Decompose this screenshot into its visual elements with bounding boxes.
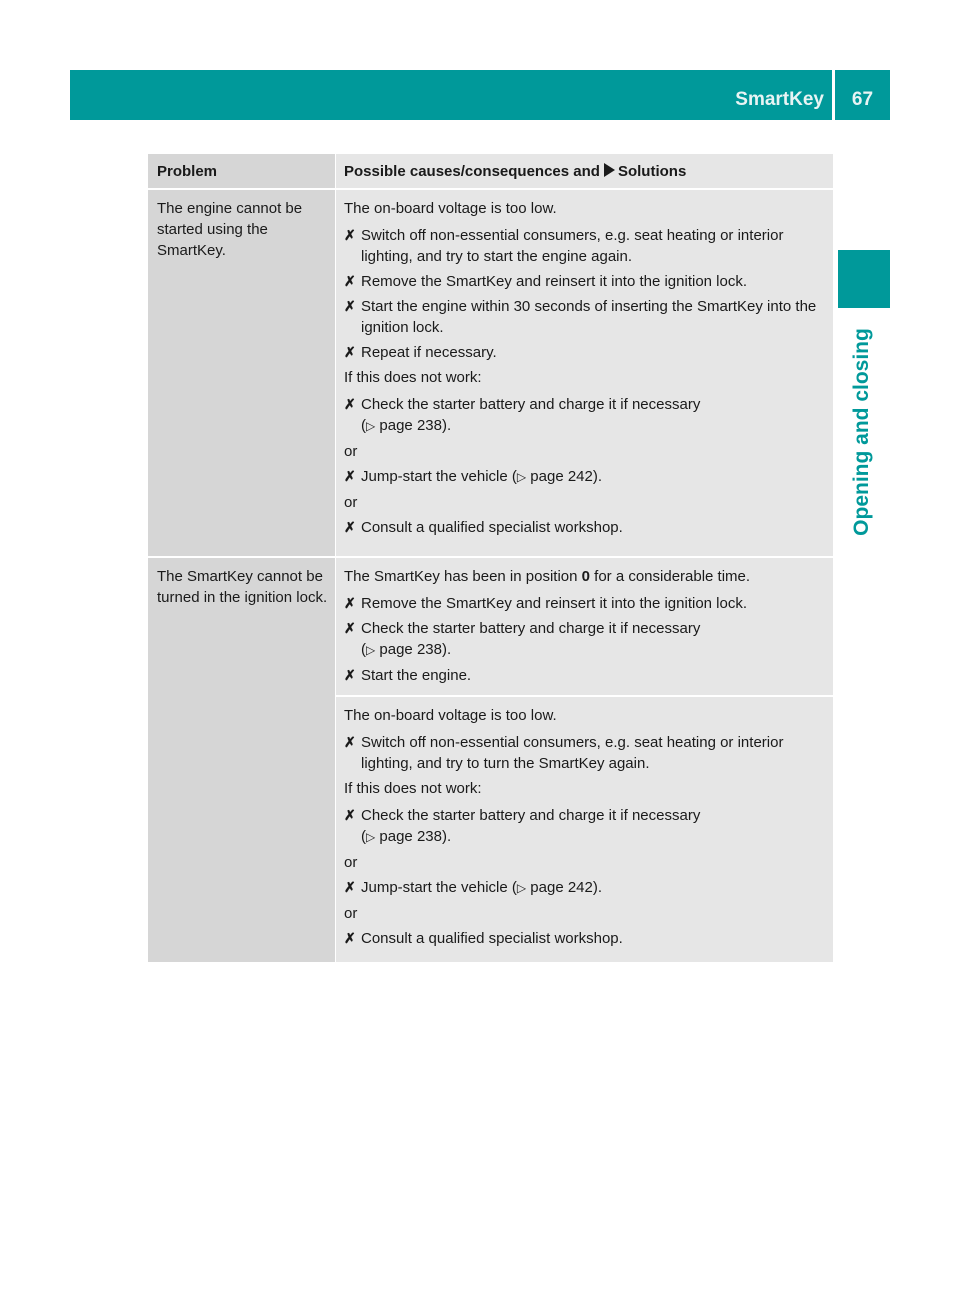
page-number: 67	[851, 89, 874, 110]
step-arrow-icon: ✗	[344, 879, 356, 895]
row2-problem: The SmartKey cannot be turned in the ignition lock.	[157, 568, 328, 606]
if-not-text: If this does not work:	[344, 369, 482, 386]
page-ref-link[interactable]: page 238).	[379, 641, 452, 658]
step-item: ✗ Check the starter battery and charge it if necessary (▷ page 238).	[344, 620, 701, 658]
step-arrow-icon: ✗	[344, 273, 356, 289]
header-divider-line	[148, 188, 833, 190]
if-not-text: If this does not work:	[344, 780, 482, 797]
header-title: SmartKey	[735, 89, 824, 110]
step-arrow-icon: ✗	[344, 227, 356, 243]
or-text: or	[344, 443, 358, 460]
step-arrow-icon: ✗	[344, 667, 356, 683]
step-item: ✗ Consult a qualified specialist workshop.	[344, 930, 623, 947]
problem-column-bg	[148, 154, 335, 962]
solutions-column-header: Possible causes/consequences and Solutions	[344, 163, 687, 180]
page-ref-link[interactable]: page 238).	[379, 828, 452, 845]
cause-text: The SmartKey has been in position 0 for a considerable time.	[344, 568, 751, 585]
step-item: ✗ Switch off non-essential consumers, e.g. seat heating or interior lighting, and try to turn the SmartKey again.	[344, 734, 784, 772]
step-item: ✗ Start the engine.	[344, 667, 472, 684]
row1-problem: The engine cannot be started using the SmartKey.	[157, 200, 303, 259]
arrow-right-icon	[604, 163, 615, 177]
step-arrow-icon: ✗	[344, 298, 356, 314]
step-item: ✗ Remove the SmartKey and reinsert it into the ignition lock.	[344, 595, 748, 612]
or-text: or	[344, 494, 358, 511]
step-arrow-icon: ✗	[344, 734, 356, 750]
step-arrow-icon: ✗	[344, 807, 356, 823]
step-item: ✗ Check the starter battery and charge it if necessary (▷ page 238).	[344, 807, 701, 845]
step-arrow-icon: ✗	[344, 519, 356, 535]
page-ref-icon: ▷	[516, 470, 527, 484]
step-arrow-icon: ✗	[344, 468, 356, 484]
page-ref-icon: ▷	[366, 643, 376, 657]
step-arrow-icon: ✗	[344, 930, 356, 946]
step-arrow-icon: ✗	[344, 620, 356, 636]
row2-block2-solutions	[344, 705, 830, 953]
block-divider-line	[336, 695, 833, 697]
page-ref-icon: ▷	[366, 830, 376, 844]
problem-column-header: Problem	[157, 163, 218, 180]
row-divider-line	[148, 556, 833, 558]
section-tab	[838, 250, 890, 308]
step-item: ✗ Switch off non-essential consumers, e.g. seat heating or interior lighting, and try to start the engine again.	[344, 227, 784, 265]
step-item: ✗ Consult a qualified specialist workshop.	[344, 519, 623, 536]
row2-block1-solutions	[344, 566, 830, 690]
step-arrow-icon: ✗	[344, 344, 356, 360]
step-arrow-icon: ✗	[344, 595, 356, 611]
page-ref-icon: ▷	[516, 881, 527, 895]
page-ref-link[interactable]: page 242).	[530, 879, 603, 896]
cause-text: The on-board voltage is too low.	[344, 200, 557, 217]
step-item: ✗ Jump-start the vehicle (▷ page 242).	[344, 879, 603, 896]
troubleshooting-table	[148, 154, 833, 962]
step-arrow-icon: ✗	[344, 396, 356, 412]
step-item: ✗ Remove the SmartKey and reinsert it into the ignition lock.	[344, 273, 748, 290]
page-ref-link[interactable]: page 238).	[379, 417, 452, 434]
page-ref-link[interactable]: page 242).	[530, 468, 603, 485]
step-item: ✗ Start the engine within 30 seconds of inserting the SmartKey into the ignition lock.	[344, 298, 817, 336]
or-text: or	[344, 905, 358, 922]
cause-text: The on-board voltage is too low.	[344, 707, 557, 724]
step-item: ✗ Check the starter battery and charge it if necessary (▷ page 238).	[344, 396, 701, 434]
or-text: or	[344, 854, 358, 871]
step-item: ✗ Repeat if necessary.	[344, 344, 497, 361]
row1-solutions	[344, 198, 830, 542]
step-item: ✗ Jump-start the vehicle (▷ page 242).	[344, 468, 603, 485]
section-label: Opening and closing	[850, 328, 873, 536]
page-ref-icon: ▷	[366, 419, 376, 433]
